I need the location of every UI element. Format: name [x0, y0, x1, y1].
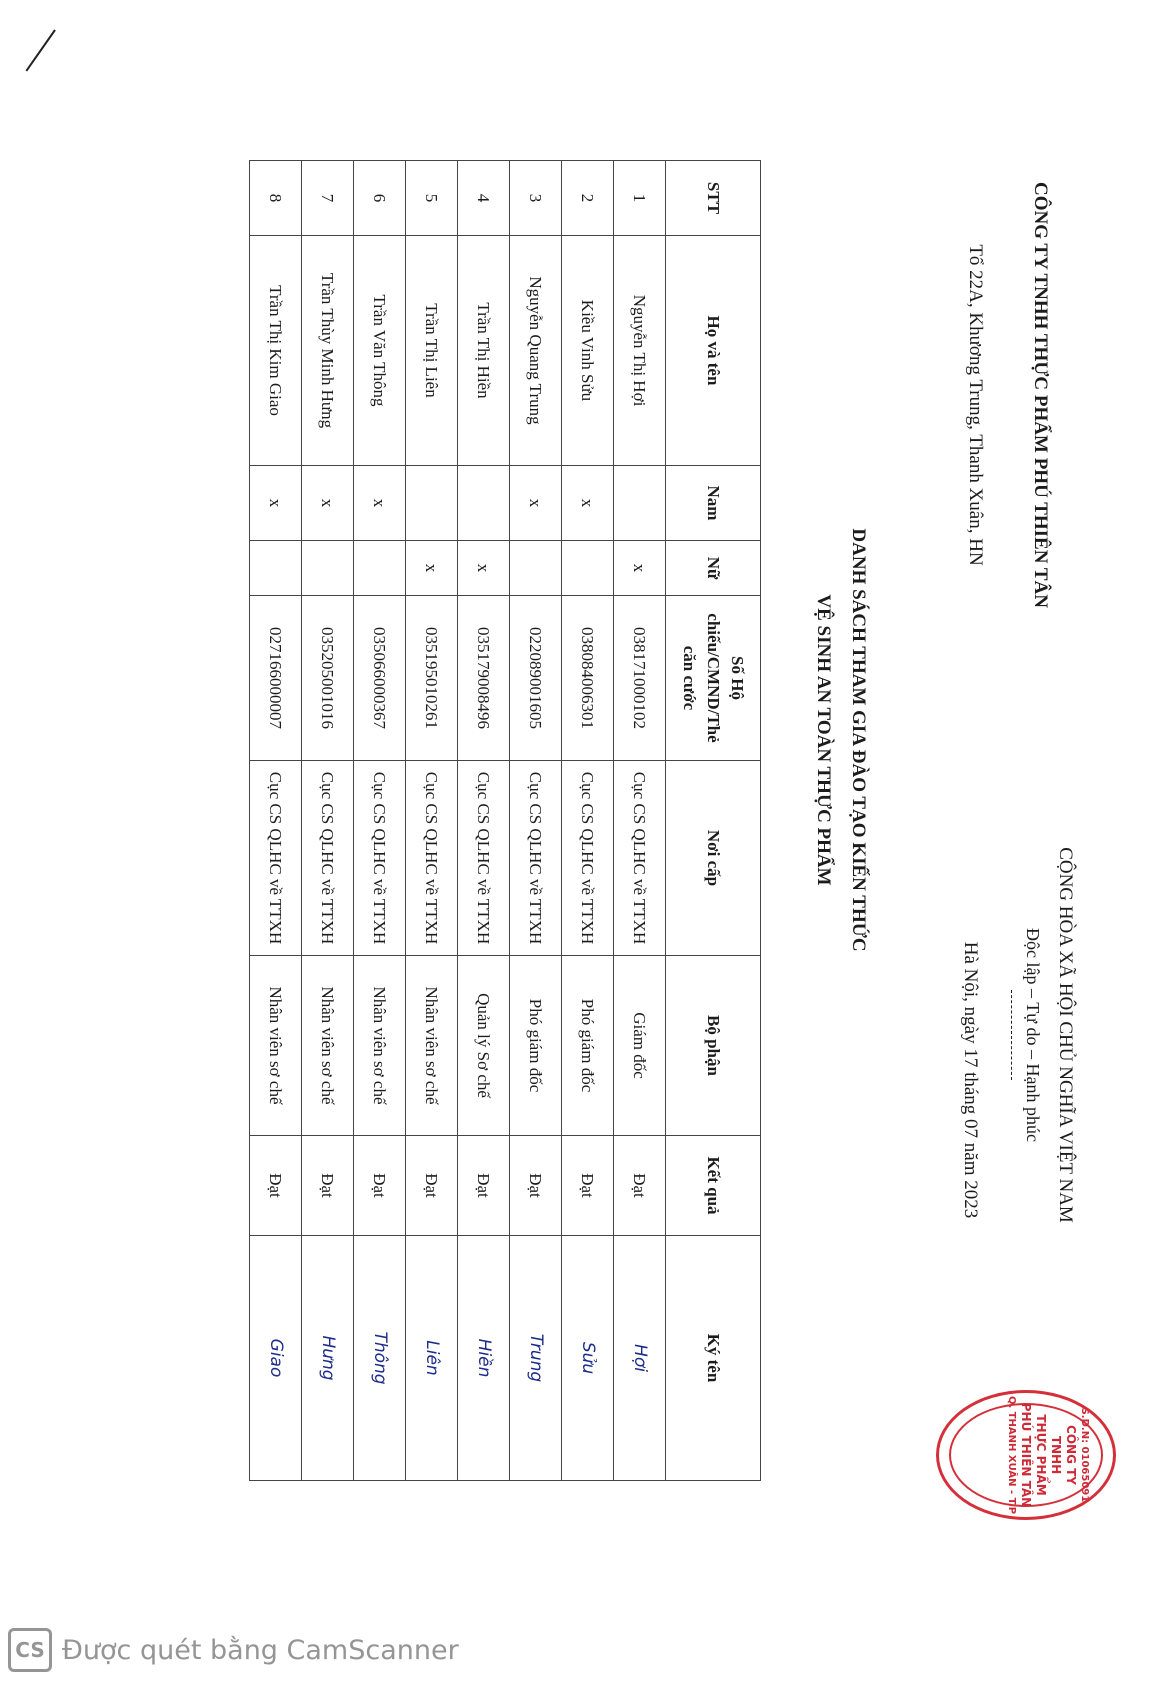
- cell-result: Đạt: [250, 1136, 302, 1236]
- cell-stt: 1: [614, 161, 666, 236]
- cell-stt: 4: [458, 161, 510, 236]
- cell-result: Đạt: [458, 1136, 510, 1236]
- cell-issuer: Cục CS QLHC về TTXH: [614, 761, 666, 956]
- header-result: Kết quả: [666, 1136, 761, 1236]
- header-male: Nam: [666, 466, 761, 541]
- cell-female: [354, 541, 406, 596]
- cell-department: Nhân viên sơ chế: [302, 956, 354, 1136]
- cell-name: Trần Thị Kim Giao: [250, 236, 302, 466]
- table-row: [406, 161, 458, 1481]
- company-seal: [936, 1390, 1116, 1520]
- cell-id-number: 035195010261: [406, 596, 458, 761]
- cell-female: x: [458, 541, 510, 596]
- cell-male: [614, 466, 666, 541]
- cell-issuer: Cục CS QLHC về TTXH: [250, 761, 302, 956]
- camscanner-logo-icon: CS: [8, 1628, 52, 1672]
- cell-id-number: 035179008496: [458, 596, 510, 761]
- header-female: Nữ: [666, 541, 761, 596]
- seal-location: Q. THANH XUÂN - T.P: [1006, 1395, 1017, 1515]
- cell-male: x: [302, 466, 354, 541]
- document-date: Hà Nội, ngày 17 tháng 07 năm 2023: [960, 941, 981, 1219]
- cell-male: x: [354, 466, 406, 541]
- cell-female: [510, 541, 562, 596]
- table-row: [510, 161, 562, 1481]
- cell-signature: Sửu: [562, 1236, 614, 1481]
- document-title: [806, 380, 876, 1100]
- cell-female: x: [614, 541, 666, 596]
- cell-signature: Trung: [510, 1236, 562, 1481]
- cell-result: Đạt: [406, 1136, 458, 1236]
- cell-department: Nhân viên sơ chế: [250, 956, 302, 1136]
- cell-male: x: [250, 466, 302, 541]
- cell-issuer: Cục CS QLHC về TTXH: [510, 761, 562, 956]
- motto-divider: [1011, 990, 1012, 1080]
- seal-line-3: THỰC PHẨM: [1034, 1414, 1048, 1496]
- table-row: [354, 161, 406, 1481]
- header-name: Họ và tên: [666, 236, 761, 466]
- cell-stt: 8: [250, 161, 302, 236]
- cell-signature: Hợi: [614, 1236, 666, 1481]
- cell-signature: Hưng: [302, 1236, 354, 1481]
- cell-id-number: 022089001605: [510, 596, 562, 761]
- cell-name: Trần Thị Hiền: [458, 236, 510, 466]
- cell-issuer: Cục CS QLHC về TTXH: [302, 761, 354, 956]
- camscanner-text: Được quét bằng CamScanner: [62, 1634, 459, 1666]
- cell-department: Giám đốc: [614, 956, 666, 1136]
- cell-issuer: Cục CS QLHC về TTXH: [562, 761, 614, 956]
- seal-tax-code: M.S.D.N: 0106509146: [1079, 1393, 1090, 1517]
- company-name: CÔNG TY TNHH THỰC PHẨM PHÚ THIÊN TÂN: [1030, 182, 1051, 608]
- cell-department: Phó giám đốc: [562, 956, 614, 1136]
- cell-result: Đạt: [614, 1136, 666, 1236]
- cell-male: [458, 466, 510, 541]
- cell-stt: 2: [562, 161, 614, 236]
- title-line-1: DANH SÁCH THAM GIA ĐÀO TẠO KIẾN THỨC: [848, 528, 869, 952]
- cell-female: [302, 541, 354, 596]
- cell-department: Quản lý Sơ chế: [458, 956, 510, 1136]
- cell-id-number: 038171000102: [614, 596, 666, 761]
- cell-issuer: Cục CS QLHC về TTXH: [354, 761, 406, 956]
- cell-department: Nhân viên sơ chế: [406, 956, 458, 1136]
- header-department: Bộ phận: [666, 956, 761, 1136]
- motto: Độc lập – Tự do – Hạnh phúc: [1023, 928, 1043, 1142]
- cell-id-number: 035205001016: [302, 596, 354, 761]
- cell-name: Trần Thùy Minh Hưng: [302, 236, 354, 466]
- cell-issuer: Cục CS QLHC về TTXH: [458, 761, 510, 956]
- cell-department: Nhân viên sơ chế: [354, 956, 406, 1136]
- cell-stt: 7: [302, 161, 354, 236]
- cell-name: Nguyễn Quang Trung: [510, 236, 562, 466]
- cell-name: Trần Văn Thông: [354, 236, 406, 466]
- company-address: Tổ 22A, Khương Trung, Thanh Xuân, HN: [965, 244, 986, 566]
- title-line-2: VỆ SINH AN TOÀN THỰC PHẨM: [813, 594, 834, 886]
- cell-result: Đạt: [354, 1136, 406, 1236]
- table-row: [250, 161, 302, 1481]
- cell-stt: 6: [354, 161, 406, 236]
- cell-signature: Liên: [406, 1236, 458, 1481]
- header-issuer: Nơi cấp: [666, 761, 761, 956]
- cell-department: Phó giám đốc: [510, 956, 562, 1136]
- cell-male: x: [510, 466, 562, 541]
- table-row: [458, 161, 510, 1481]
- republic-heading: CỘNG HÒA XÃ HỘI CHỦ NGHĨA VIỆT NAM: [1055, 847, 1076, 1223]
- participant-table: [249, 160, 761, 1481]
- cell-male: x: [562, 466, 614, 541]
- cell-id-number: 038084006301: [562, 596, 614, 761]
- camscanner-watermark: [8, 1624, 459, 1676]
- cell-signature: Giao: [250, 1236, 302, 1481]
- header-stt: STT: [666, 161, 761, 236]
- cell-stt: 5: [406, 161, 458, 236]
- table-row: [614, 161, 666, 1481]
- header-signature: Ký tên: [666, 1236, 761, 1481]
- pen-mark: [26, 29, 56, 71]
- seal-line-4: PHÚ THIÊN TÂN: [1019, 1402, 1033, 1508]
- table-header-row: [666, 161, 761, 1481]
- cell-male: [406, 466, 458, 541]
- cell-issuer: Cục CS QLHC về TTXH: [406, 761, 458, 956]
- cell-female: [562, 541, 614, 596]
- cell-name: Trần Thị Liên: [406, 236, 458, 466]
- cell-female: x: [406, 541, 458, 596]
- cell-female: [250, 541, 302, 596]
- cell-result: Đạt: [562, 1136, 614, 1236]
- seal-line-2: TNHH: [1049, 1435, 1063, 1475]
- cell-name: Nguyễn Thị Hợi: [614, 236, 666, 466]
- cell-id-number: 035066000367: [354, 596, 406, 761]
- cell-result: Đạt: [302, 1136, 354, 1236]
- cell-stt: 3: [510, 161, 562, 236]
- table-row: [562, 161, 614, 1481]
- seal-line-1: CÔNG TY: [1064, 1425, 1078, 1485]
- header-id-number: Số Hộ chiếu/CMND/Thẻ căn cước: [666, 596, 761, 761]
- cell-result: Đạt: [510, 1136, 562, 1236]
- cell-name: Kiều Vinh Sửu: [562, 236, 614, 466]
- table-row: [302, 161, 354, 1481]
- cell-id-number: 027166000007: [250, 596, 302, 761]
- cell-signature: Hiền: [458, 1236, 510, 1481]
- cell-signature: Thông: [354, 1236, 406, 1481]
